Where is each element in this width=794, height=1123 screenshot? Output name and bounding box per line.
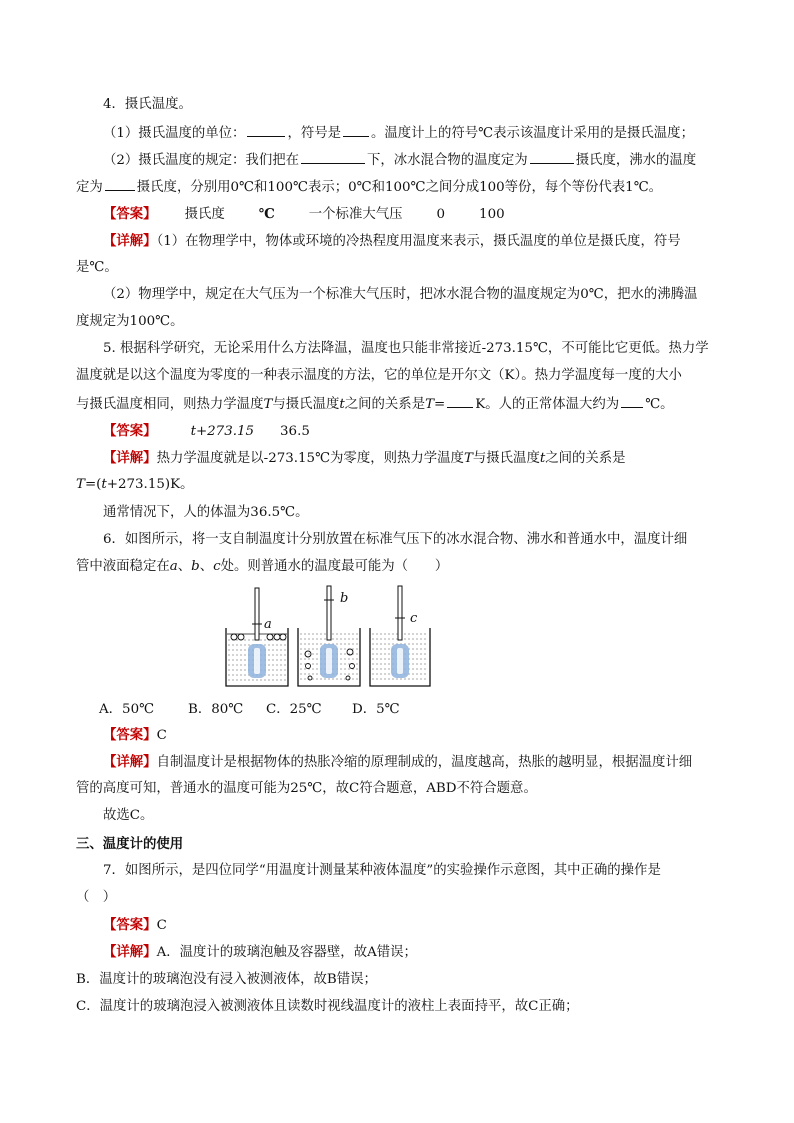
- blank: [301, 149, 365, 164]
- q6-line1: 6．如图所示，将一支自制温度计分别放置在标准气压下的冰水混合物、沸水和普通水中，温度计细: [103, 532, 688, 547]
- blank: [621, 393, 643, 408]
- answer-tag: 【答案】: [103, 917, 157, 933]
- q6-option-b: B．80℃: [188, 702, 244, 717]
- figure-label-a: a: [264, 617, 272, 632]
- blank: [105, 176, 135, 191]
- q5-line2: 温度就是以这个温度为零度的一种表示温度的方法，它的单位是开尔文（K）。热力学温度每一度的大小: [76, 368, 682, 383]
- q7-detail-b: B．温度计的玻璃泡没有浸入被测液体，故B错误；: [76, 972, 377, 987]
- q7-answer: 【答案】C: [103, 917, 167, 933]
- q6-line2: 管中液面稳定在a、b、c处。则普通水的温度最可能为（ ）: [76, 559, 449, 574]
- q5-detail-2: T=(t+273.15)K。: [76, 477, 194, 492]
- q4-detail-2: （2）物理学中，规定在大气压为一个标准大气压时，把冰水混合物的温度规定为0℃，把水的沸腾温: [103, 287, 698, 302]
- beaker-ice-water: [226, 588, 288, 686]
- q5-line3: 与摄氏温度相同，则热力学温度T与摄氏温度t之间的关系是T= K。人的正常体温大约为 ℃。: [76, 393, 674, 415]
- q6-detail-2: 管的高度可知，普通水的温度可能为25℃，故C符合题意，ABD不符合题意。: [76, 781, 537, 796]
- q6-option-a: A．50℃: [99, 702, 155, 717]
- detail-tag: 【详解】: [103, 450, 157, 466]
- q6-option-c: C．25℃: [266, 702, 322, 717]
- answer-tag: 【答案】: [103, 206, 157, 222]
- q7-line1: 7．如图所示，是四位同学“用温度计测量某种液体温度”的实验操作示意图，其中正确的操作是: [103, 863, 661, 878]
- q5-detail-3: 通常情况下，人的体温为36.5℃。: [103, 505, 309, 520]
- q7-detail-c: C．温度计的玻璃泡浸入被测液体且读数时视线温度计的液柱上表面持平，故C正确；: [76, 999, 579, 1014]
- answer-tag: 【答案】: [103, 727, 157, 743]
- q7-detail-a: 【详解】A．温度计的玻璃泡触及容器壁，故A错误；: [103, 944, 417, 960]
- thermometer-figure: [222, 582, 432, 694]
- figure-label-b: b: [340, 591, 349, 606]
- q4-detail-1: 【详解】（1）在物理学中，物体或环境的冷热程度用温度来表示，摄氏温度的单位是摄氏度，符号: [103, 233, 681, 249]
- q6-option-d: D．5℃: [352, 702, 400, 717]
- q5-answer: 【答案】 t+273.15 36.5: [103, 423, 310, 439]
- q4-part1: （1）摄氏温度的单位： ，符号是 。温度计上的符号℃表示该温度计采用的是摄氏温度；: [103, 122, 694, 144]
- q4-title: 4．摄氏温度。: [103, 97, 192, 112]
- blank: [530, 149, 574, 164]
- q4-detail-1b: 是℃。: [76, 260, 118, 275]
- q5-detail-1: 【详解】热力学温度就是以-273.15℃为零度，则热力学温度T与摄氏温度t之间的关系是: [103, 450, 626, 466]
- beaker-ordinary-water: [370, 586, 430, 686]
- section-heading: 三、温度计的使用: [76, 836, 184, 852]
- blank: [343, 122, 369, 137]
- q4-part2: （2）摄氏温度的规定：我们把在 下，冰水混合物的温度定为 摄氏度，沸水的温度: [103, 149, 696, 171]
- q4-detail-2b: 度规定为100℃。: [76, 314, 184, 329]
- q4-part2-cont: 定为 摄氏度，分别用0℃和100℃表示；0℃和100℃之间分成100等份，每个等份代表1℃。: [76, 176, 662, 198]
- blank: [247, 122, 285, 137]
- q6-detail-1: 【详解】自制温度计是根据物体的热胀冷缩的原理制成的，温度越高，热胀的越明显，根据温度计细: [103, 754, 693, 770]
- answer-tag: 【答案】: [103, 423, 157, 439]
- blank: [447, 393, 473, 408]
- beaker-boiling-water: [298, 586, 360, 686]
- q4-answer: 【答案】 摄氏度 ℃ 一个标准大气压 0 100: [103, 206, 505, 222]
- q6-answer: 【答案】C: [103, 727, 167, 743]
- detail-tag: 【详解】: [103, 233, 157, 249]
- thermometer-diagram: [222, 582, 432, 694]
- q6-detail-3: 故选C。: [103, 808, 154, 823]
- detail-tag: 【详解】: [103, 944, 157, 960]
- figure-label-c: c: [410, 611, 418, 626]
- q7-line2: （ ）: [76, 890, 117, 905]
- detail-tag: 【详解】: [103, 754, 157, 770]
- q5-line1: 5. 根据科学研究，无论采用什么方法降温，温度也只能非常接近-273.15℃，不可能比它更低。热力学: [103, 341, 709, 356]
